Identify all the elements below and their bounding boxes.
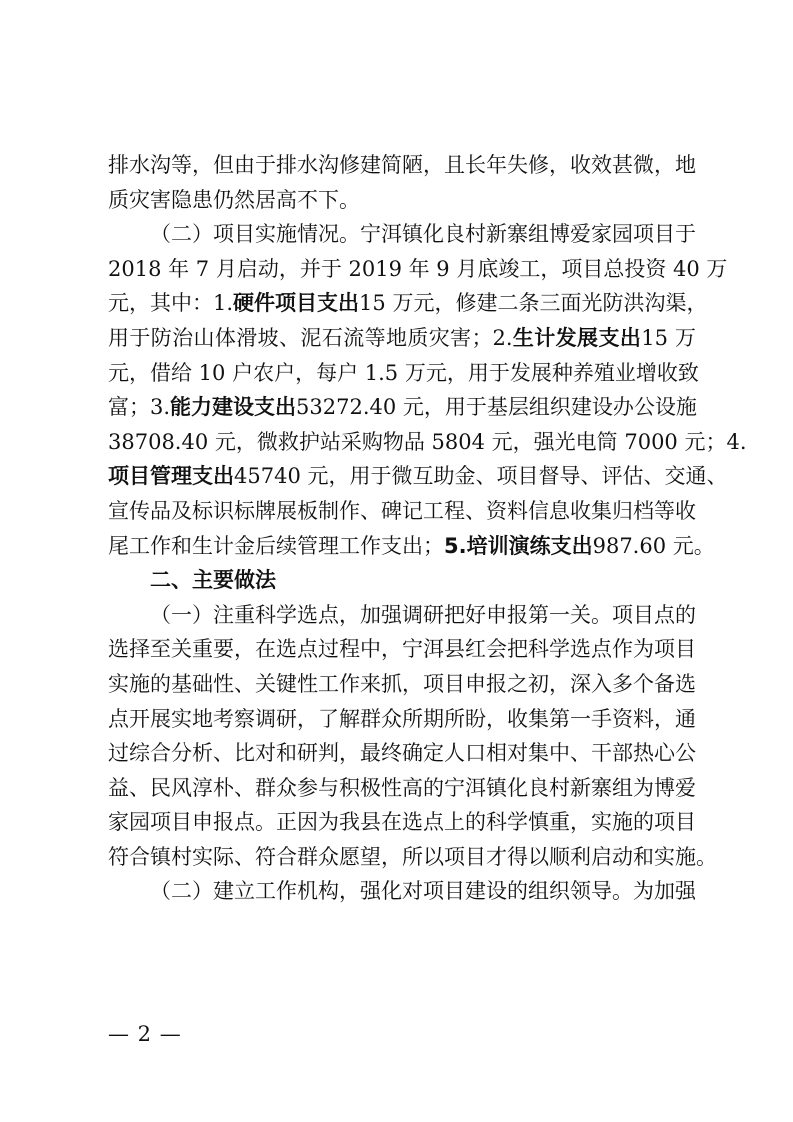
paragraph-line xyxy=(108,702,696,737)
paragraph-line xyxy=(108,874,696,909)
paragraph-line xyxy=(108,217,696,252)
bold-term: 5.培训演练支出 xyxy=(444,533,593,558)
bold-term: 硬件项目支出 xyxy=(233,291,360,316)
line-text: 排水沟等，但由于排水沟修建简陋，且长年失修，收效甚微，地 xyxy=(108,153,696,177)
line-text: 宣传品及标识标牌展板制作、碑记工程、资料信息收集归档等收 xyxy=(108,498,696,523)
bold-term: 能力建设支出 xyxy=(170,395,297,420)
line-text: 家园项目申报点。正因为我县在选点上的科学慎重，实施的项目 xyxy=(108,810,696,835)
line-text: 选择至关重要，在选点过程中，宁洱县红会把科学选点作为项目 xyxy=(108,637,696,662)
line-text: 用于防治山体滑坡、泥石流等地质灾害；2. xyxy=(108,325,513,350)
line-text: 符合镇村实际、符合群众愿望，所以项目才得以顺利启动和实施。 xyxy=(108,844,717,869)
section-heading xyxy=(108,563,696,598)
line-text: 53272.40 元，用于基层组织建设办公设施 xyxy=(296,395,697,420)
paragraph-line xyxy=(108,805,696,840)
paragraph-line xyxy=(108,148,696,183)
line-text: 15 万元，修建二条三面光防洪沟渠， xyxy=(359,291,708,316)
line-text: 元，其中：1. xyxy=(108,291,234,316)
paragraph-line xyxy=(108,356,699,391)
paragraph-line xyxy=(108,321,696,356)
line-text: 富；3. xyxy=(108,395,171,420)
paragraph-line xyxy=(108,286,708,321)
paragraph-line xyxy=(108,529,715,564)
paragraph-line xyxy=(108,425,747,460)
bold-term: 生计发展支出 xyxy=(512,325,642,350)
paragraph-line xyxy=(108,840,717,875)
line-text: 元，借给 10 户农户，每户 1.5 万元，用于发展种养殖业增收致 xyxy=(108,360,699,385)
paragraph-line xyxy=(108,459,728,494)
paragraph-line xyxy=(108,183,696,218)
paragraph-line xyxy=(108,632,696,667)
document-body xyxy=(108,148,747,909)
bold-term: 项目管理支出 xyxy=(108,464,234,489)
line-text: 987.60 元。 xyxy=(592,533,715,558)
paragraph-line xyxy=(108,494,696,529)
line-text: 2018 年 7 月启动，并于 2019 年 9 月底竣工，项目总投资 40 万 xyxy=(108,256,728,281)
line-text: 点开展实地考察调研，了解群众所期所盼，收集第一手资料，通 xyxy=(108,706,696,731)
line-text: 二、主要做法 xyxy=(150,568,276,593)
line-text: 45740 元，用于微互助金、项目督导、评估、交通、 xyxy=(234,464,728,489)
line-text: 实施的基础性、关键性工作来抓，项目申报之初，深入多个备选 xyxy=(108,671,696,696)
line-text: 质灾害隐患仍然居高不下。 xyxy=(108,187,360,212)
line-text: 益、民风淳朴、群众参与积极性高的宁洱镇化良村新寨组为博爱 xyxy=(108,775,696,800)
paragraph-line xyxy=(108,771,696,806)
paragraph-line xyxy=(108,736,696,771)
line-text: 15 万 xyxy=(641,325,696,350)
paragraph-line xyxy=(108,598,696,633)
line-text: 尾工作和生计金后续管理工作支出； xyxy=(108,533,444,558)
line-text: （一）注重科学选点，加强调研把好申报第一关。项目点的 xyxy=(150,602,696,627)
paragraph-line xyxy=(108,390,696,425)
line-text: （二）项目实施情况。宁洱镇化良村新寨组博爱家园项目于 xyxy=(150,222,696,247)
line-text: 38708.40 元，微救护站采购物品 5804 元，强光电筒 7000 元；4. xyxy=(108,429,747,454)
page-number: — 2 — xyxy=(108,1022,182,1046)
paragraph-line xyxy=(108,252,728,287)
line-text: （二）建立工作机构，强化对项目建设的组织领导。为加强 xyxy=(150,879,696,904)
paragraph-line xyxy=(108,667,696,702)
line-text: 过综合分析、比对和研判，最终确定人口相对集中、干部热心公 xyxy=(108,741,696,766)
